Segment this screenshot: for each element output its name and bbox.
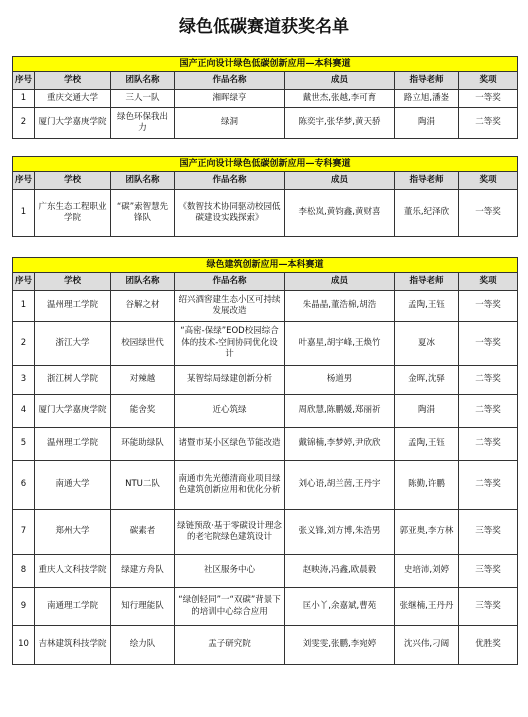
award-section-2 <box>12 156 517 237</box>
table-cell: 二等奖 <box>459 428 518 461</box>
table-row <box>13 395 518 428</box>
table-cell: 三等奖 <box>459 510 518 555</box>
table-row <box>13 510 518 555</box>
table-cell: 某智综局绿建创新分析 <box>175 366 285 395</box>
table-cell: 一等奖 <box>459 291 518 322</box>
table-cell: 温州理工学院 <box>35 428 111 461</box>
table-cell: 浙江树人学院 <box>35 366 111 395</box>
table-cell: 近心筑绿 <box>175 395 285 428</box>
table-cell: 一等奖 <box>459 190 518 237</box>
table-cell: 重庆交通大学 <box>35 90 111 108</box>
table-cell: 7 <box>13 510 35 555</box>
table-cell: 三人一队 <box>111 90 175 108</box>
table-row <box>13 626 518 665</box>
column-header: 团队名称 <box>111 72 175 90</box>
table-cell: 绍兴酒窖建生态小区可持续发展改造 <box>175 291 285 322</box>
column-header: 学校 <box>35 273 111 291</box>
column-header: 学校 <box>35 72 111 90</box>
award-table <box>12 156 518 237</box>
table-cell: 刘心语,胡兰茵,王丹宇 <box>285 461 395 510</box>
table-cell: 9 <box>13 588 35 626</box>
table-row <box>13 588 518 626</box>
table-cell: 南通市先光德清商业项目绿色建筑创新应用和优化分析 <box>175 461 285 510</box>
table-cell: 陶涓 <box>395 395 459 428</box>
table-cell: 8 <box>13 555 35 588</box>
table-cell: 温州理工学院 <box>35 291 111 322</box>
column-header: 指导老师 <box>395 273 459 291</box>
table-cell: 绿洞 <box>175 108 285 139</box>
table-row <box>13 190 518 237</box>
table-cell: 1 <box>13 90 35 108</box>
column-header: 奖项 <box>459 172 518 190</box>
table-cell: 董乐,纪泽欣 <box>395 190 459 237</box>
award-section-3 <box>12 257 517 665</box>
table-cell: “高密-保绿”EOD校园综合体的技术-空间协同优化设计 <box>175 322 285 366</box>
table-cell: 匡小丫,余嘉斌,曹苑 <box>285 588 395 626</box>
table-row <box>13 322 518 366</box>
table-cell: 李松岚,黄钧鑫,黄财喜 <box>285 190 395 237</box>
table-row <box>13 366 518 395</box>
section-banner: 国产正向设计绿色低碳创新应用—专科赛道 <box>13 157 518 172</box>
page-title: 绿色低碳赛道获奖名单 <box>179 17 349 37</box>
table-cell: “碳”索智慧先锋队 <box>111 190 175 237</box>
table-cell: 沈兴伟,刁阔 <box>395 626 459 665</box>
table-cell: 二等奖 <box>459 108 518 139</box>
column-header: 成员 <box>285 172 395 190</box>
column-header: 序号 <box>13 172 35 190</box>
table-cell: 史培沛,刘婷 <box>395 555 459 588</box>
table-cell: 叶嘉星,胡宇峰,王焕竹 <box>285 322 395 366</box>
table-cell: “绿创轻同”一“双碳”背景下的培训中心综合应用 <box>175 588 285 626</box>
table-cell: 杨道男 <box>285 366 395 395</box>
table-cell: 周欣慧,陈鹏媛,郑丽祈 <box>285 395 395 428</box>
table-row <box>13 428 518 461</box>
column-header: 团队名称 <box>111 273 175 291</box>
table-cell: 一等奖 <box>459 90 518 108</box>
table-cell: 金晖,沈驿 <box>395 366 459 395</box>
table-cell: 郑州大学 <box>35 510 111 555</box>
column-header: 序号 <box>13 72 35 90</box>
table-cell: 重庆人文科技学院 <box>35 555 111 588</box>
table-cell: 10 <box>13 626 35 665</box>
column-header: 奖项 <box>459 72 518 90</box>
column-header: 序号 <box>13 273 35 291</box>
table-cell: 三等奖 <box>459 555 518 588</box>
table-cell: 环能助绿队 <box>111 428 175 461</box>
table-cell: 对辣越 <box>111 366 175 395</box>
column-header: 指导老师 <box>395 72 459 90</box>
table-cell: 二等奖 <box>459 461 518 510</box>
table-cell: 知行理能队 <box>111 588 175 626</box>
table-cell: 张义锋,刘方博,朱浩男 <box>285 510 395 555</box>
table-row <box>13 291 518 322</box>
column-header: 团队名称 <box>111 172 175 190</box>
table-cell: 郭亚奥,李方林 <box>395 510 459 555</box>
table-cell: 3 <box>13 366 35 395</box>
table-cell: 谷解之材 <box>111 291 175 322</box>
table-cell: 陶涓 <box>395 108 459 139</box>
table-cell: 碳素者 <box>111 510 175 555</box>
table-cell: 绿色环保我出力 <box>111 108 175 139</box>
table-cell: 刘雯雯,张鹏,李宛婷 <box>285 626 395 665</box>
table-cell: 5 <box>13 428 35 461</box>
table-cell: 二等奖 <box>459 395 518 428</box>
column-header: 奖项 <box>459 273 518 291</box>
table-cell: 诸暨市某小区绿色节能改造 <box>175 428 285 461</box>
table-cell: 陈勤,许鹏 <box>395 461 459 510</box>
table-cell: 陈奕宇,张华梦,黄天骄 <box>285 108 395 139</box>
table-cell: 浙江大学 <box>35 322 111 366</box>
table-cell: 戴锦楠,李梦婷,尹欣欣 <box>285 428 395 461</box>
table-cell: 路立旭,潘崟 <box>395 90 459 108</box>
header-row <box>13 273 518 291</box>
table-cell: 三等奖 <box>459 588 518 626</box>
table-cell: 优胜奖 <box>459 626 518 665</box>
table-cell: NTU二队 <box>111 461 175 510</box>
column-header: 成员 <box>285 72 395 90</box>
table-cell: 赵映涛,冯鑫,欧晨毅 <box>285 555 395 588</box>
column-header: 作品名称 <box>175 172 285 190</box>
header-row <box>13 72 518 90</box>
table-cell: 朱晶晶,董浩棉,胡浩 <box>285 291 395 322</box>
table-cell: 1 <box>13 190 35 237</box>
award-table <box>12 257 518 665</box>
table-cell: 绿建方舟队 <box>111 555 175 588</box>
table-cell: 2 <box>13 108 35 139</box>
table-cell: 盂子研究院 <box>175 626 285 665</box>
table-cell: 校园绿世代 <box>111 322 175 366</box>
table-cell: 广东生态工程职业学院 <box>35 190 111 237</box>
table-cell: 孟陶,王钰 <box>395 291 459 322</box>
table-cell: 1 <box>13 291 35 322</box>
table-cell: 湘晖绿亨 <box>175 90 285 108</box>
table-cell: 社区服务中心 <box>175 555 285 588</box>
table-cell: 夏冰 <box>395 322 459 366</box>
table-cell: 厦门大学嘉庚学院 <box>35 108 111 139</box>
column-header: 作品名称 <box>175 273 285 291</box>
award-section-1 <box>12 56 517 139</box>
table-row <box>13 108 518 139</box>
column-header: 学校 <box>35 172 111 190</box>
table-cell: 南通大学 <box>35 461 111 510</box>
table-row <box>13 555 518 588</box>
table-cell: 2 <box>13 322 35 366</box>
section-banner: 国产正向设计绿色低碳创新应用—本科赛道 <box>13 57 518 72</box>
section-banner: 绿色建筑创新应用—本科赛道 <box>13 258 518 273</box>
table-cell: 张继楠,王丹丹 <box>395 588 459 626</box>
column-header: 成员 <box>285 273 395 291</box>
table-cell: 一等奖 <box>459 322 518 366</box>
table-cell: 厦门大学嘉庚学院 <box>35 395 111 428</box>
table-cell: 吉林建筑科技学院 <box>35 626 111 665</box>
table-row <box>13 461 518 510</box>
award-table <box>12 56 518 139</box>
table-cell: 4 <box>13 395 35 428</box>
table-cell: 南通理工学院 <box>35 588 111 626</box>
table-cell: 6 <box>13 461 35 510</box>
table-cell: 戴世杰,张越,李可育 <box>285 90 395 108</box>
table-cell: 能舍奖 <box>111 395 175 428</box>
table-cell: 《数智技术协同驱动校园低碳建设实践探索》 <box>175 190 285 237</box>
column-header: 作品名称 <box>175 72 285 90</box>
header-row <box>13 172 518 190</box>
column-header: 指导老师 <box>395 172 459 190</box>
table-row <box>13 90 518 108</box>
table-cell: 绘力队 <box>111 626 175 665</box>
table-cell: 孟陶,王钰 <box>395 428 459 461</box>
table-cell: 绿链预敌·基于零碳设计理念的老宅院绿色建筑设计 <box>175 510 285 555</box>
table-cell: 二等奖 <box>459 366 518 395</box>
